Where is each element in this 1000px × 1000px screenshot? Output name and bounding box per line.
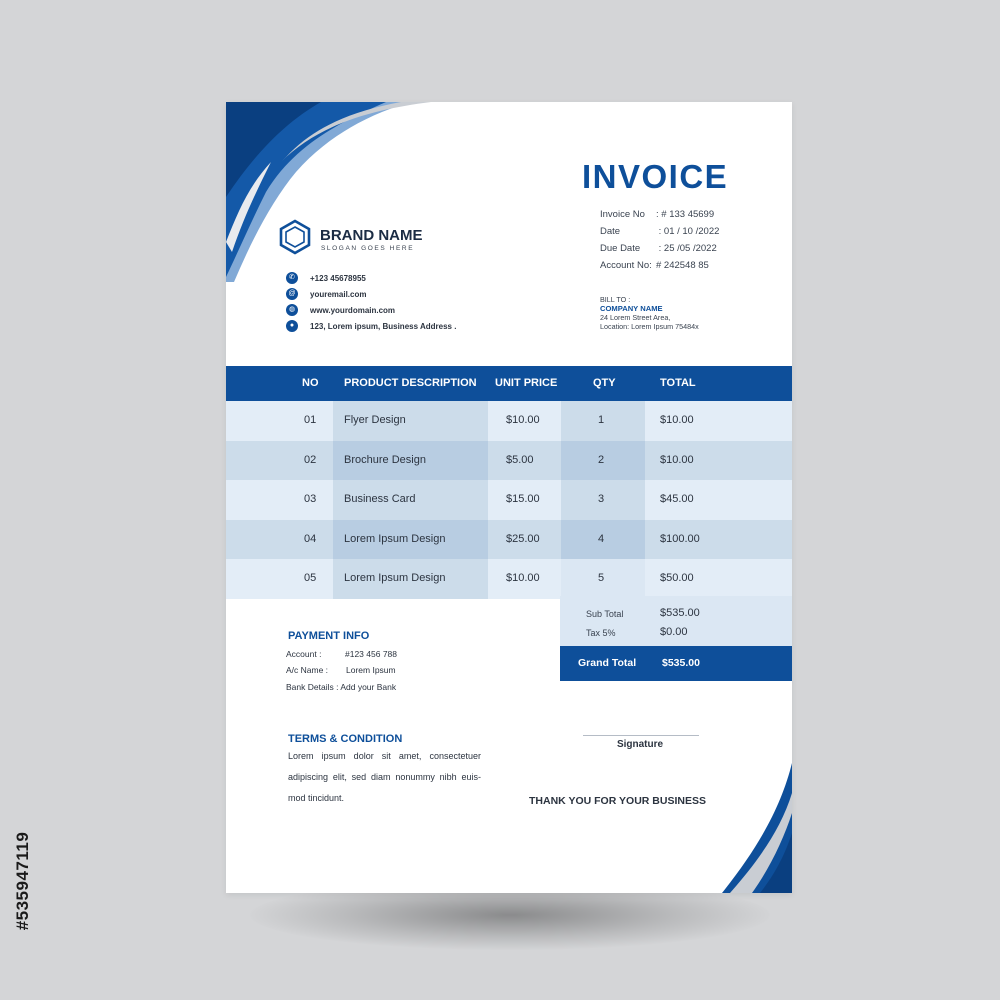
grand-total-bar xyxy=(560,646,792,681)
invoice-title: INVOICE xyxy=(582,158,729,195)
bill-to-location: Location: Lorem Ipsum 75484x xyxy=(600,322,699,331)
meta-due-date: Due Date : 25 /05 /2022 xyxy=(600,243,717,254)
at-icon: @ xyxy=(286,288,298,300)
meta-invoice-no: Invoice No : # 133 45699 xyxy=(600,209,715,220)
tax-label: Tax 5% xyxy=(586,628,616,638)
totals-panel xyxy=(560,596,792,646)
grand-total-value: $535.00 xyxy=(662,657,700,669)
signature-line xyxy=(583,735,699,736)
header-product-description: PRODUCT DESCRIPTION xyxy=(344,377,477,389)
header-qty: QTY xyxy=(593,377,616,389)
thank-you-message: THANK YOU FOR YOUR BUSINESS xyxy=(529,795,706,807)
table-row: 01 Flyer Design $10.00 1 $10.00 xyxy=(226,401,792,441)
table-row: 05 Lorem Ipsum Design $10.00 5 $50.00 xyxy=(226,559,792,599)
table-header xyxy=(226,366,792,401)
stock-id-label: #535947119 xyxy=(13,831,32,931)
grand-total-label: Grand Total xyxy=(578,657,637,669)
payment-info-title: PAYMENT INFO xyxy=(288,630,370,642)
invoice-document: INVOICE Invoice No : # 133 45699 Date : 01 / 10 /2022 Due Date : 25 /05 /2022 Account No: # 242548 85 BILL TO : COMPANY NAME 24 Lorem Street Area, Location: Lorem Ipsum 75484x BRAND NAME SLOGAN GOES HERE ✆ +123 45678955 @ youremail.com ◍ www.yourdomain.com ● 123, Lorem ipsum, Business Address . NO PRODUCT DESCRIPTION UNIT PRICE QTY TOTAL 01 Flyer Design $10.00 1 $10.00 02 Brochure Design $5.00 2 $10.00 03 Business Card $15.00 3 $45.00 04 Lorem Ipsum Design $25.00 4 $100.00 05 Lorem Ipsum Design $10.00 5 $50.00 Sub Total $535.00 Tax 5% $0.00 Grand Total $535.00 PAYMENT INFO Account : #123 456 788 A/c Name : Lorem Ipsum Bank Details : Add your Bank TERMS & CONDITION Lorem ipsum dolor sit amet, consectetuer adipiscing elit, sed diam nonummy nibh euis- mod tincidunt. Signature THANK YOU FOR YOUR BUSINESS xyxy=(226,102,792,893)
terms-title: TERMS & CONDITION xyxy=(288,733,403,745)
bill-to-address: 24 Lorem Street Area, xyxy=(600,313,671,322)
location-pin-icon: ● xyxy=(286,320,298,332)
table-row: 02 Brochure Design $5.00 2 $10.00 xyxy=(226,441,792,481)
globe-icon: ◍ xyxy=(286,304,298,316)
brand-name: BRAND NAME xyxy=(320,227,423,244)
bill-to-label: BILL TO : xyxy=(600,295,631,304)
meta-account-no: Account No: # 242548 85 xyxy=(600,260,709,271)
bottom-right-wave-decoration xyxy=(722,763,792,893)
brand-slogan: SLOGAN GOES HERE xyxy=(321,245,415,252)
bill-to-company: COMPANY NAME xyxy=(600,304,663,313)
signature-label: Signature xyxy=(616,739,664,750)
header-no: NO xyxy=(302,377,319,389)
tax-value: $0.00 xyxy=(660,626,688,638)
meta-date: Date : 01 / 10 /2022 xyxy=(600,226,720,237)
payment-bank-details: Bank Details : Add your Bank xyxy=(286,682,397,692)
subtotal-label: Sub Total xyxy=(586,609,624,619)
payment-account: Account : #123 456 788 xyxy=(286,649,397,659)
invoice-meta xyxy=(600,206,719,274)
terms-text: Lorem ipsum dolor sit amet, consectetuer adipiscing elit, sed diam nonummy nibh euis- mod tincidunt. xyxy=(288,751,481,803)
table-row: 03 Business Card $15.00 3 $45.00 xyxy=(226,480,792,520)
header-unit-price: UNIT PRICE xyxy=(495,377,558,389)
hexagon-logo-icon xyxy=(278,219,312,255)
phone-icon: ✆ xyxy=(286,272,298,284)
header-total: TOTAL xyxy=(660,377,696,389)
subtotal-value: $535.00 xyxy=(660,607,700,619)
payment-account-name: A/c Name : Lorem Ipsum xyxy=(286,665,396,675)
bill-to-block xyxy=(600,295,699,331)
table-row: 04 Lorem Ipsum Design $25.00 4 $100.00 xyxy=(226,520,792,560)
top-left-wave-decoration xyxy=(226,102,456,282)
